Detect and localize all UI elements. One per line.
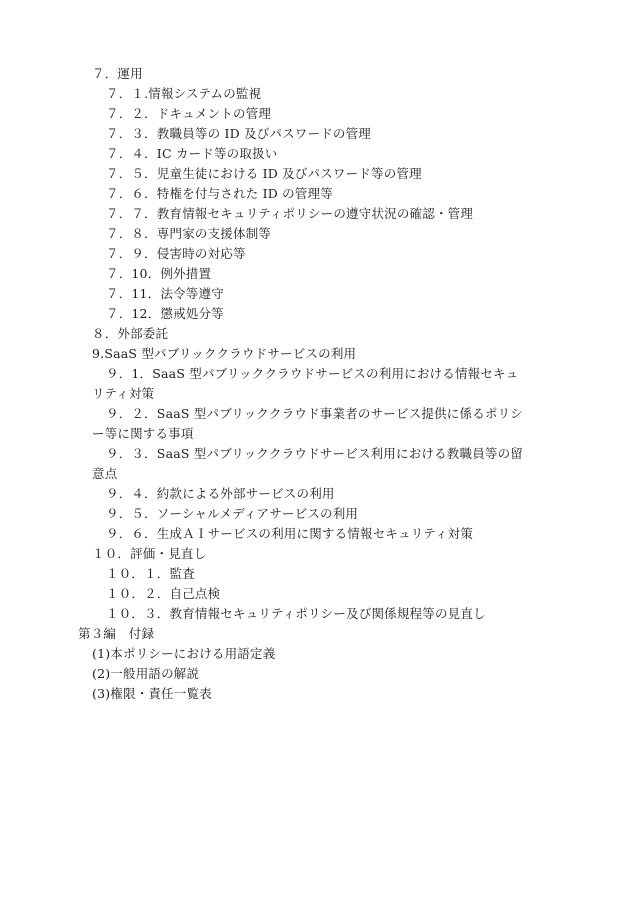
toc-section-7-4: ７．４．IC カード等の取扱い <box>106 146 278 161</box>
toc-section-9-3: ９．３．SaaS 型パブリッククラウドサービス利用における教職員等の留 <box>106 446 524 461</box>
toc-section-10-3: １０．３．教育情報セキュリティポリシー及び関係規程等の見直し <box>106 606 486 621</box>
toc-section-7-2: ７．２．ドキュメントの管理 <box>106 106 272 121</box>
toc-section-7-12: ７．12．懲戒処分等 <box>106 306 224 321</box>
toc-part-3: 第３編 付録 <box>78 626 155 641</box>
toc-section-9-6: ９．６．生成ＡＩサービスの利用に関する情報セキュリティ対策 <box>106 526 474 541</box>
toc-section-7-6: ７．６．特権を付与された ID の管理等 <box>106 186 333 201</box>
toc-section-7-10: ７．10．例外措置 <box>106 266 212 281</box>
toc-chapter-10: １０．評価・見直し <box>92 546 207 561</box>
toc-section-7-9: ７．９．侵害時の対応等 <box>106 246 246 261</box>
toc-section-7-5: ７．５．児童生徒における ID 及びパスワード等の管理 <box>106 166 422 181</box>
toc-section-7-11: ７．11．法令等遵守 <box>106 286 224 301</box>
toc-appendix-1: (1)本ポリシーにおける用語定義 <box>92 646 276 661</box>
toc-section-9-2: ９．２．SaaS 型パブリッククラウド事業者のサービス提供に係るポリシ <box>106 406 524 421</box>
toc-section-9-1: ９．1．SaaS 型パブリッククラウドサービスの利用における情報セキュ <box>106 366 519 381</box>
toc-chapter-9: 9.SaaS 型パブリッククラウドサービスの利用 <box>92 346 357 361</box>
toc-section-7-1: ７．１.情報システムの監視 <box>106 86 262 101</box>
toc-section-7-8: ７．８．専門家の支援体制等 <box>106 226 272 241</box>
toc-section-7-3: ７．３．教職員等の ID 及びパスワードの管理 <box>106 126 372 141</box>
toc-chapter-7: ７．運用 <box>92 66 143 81</box>
toc-section-9-2-cont: ー等に関する事項 <box>92 426 194 441</box>
toc-section-10-1: １０．１．監査 <box>106 566 195 581</box>
toc-section-9-4: ９．４．約款による外部サービスの利用 <box>106 486 335 501</box>
toc-section-7-7: ７．７．教育情報セキュリティポリシーの遵守状況の確認・管理 <box>106 206 474 221</box>
toc-section-9-5: ９．５．ソーシャルメディアサービスの利用 <box>106 506 359 521</box>
toc-appendix-2: (2)一般用語の解説 <box>92 666 200 681</box>
toc-section-9-1-cont: リティ対策 <box>92 386 155 401</box>
toc-appendix-3: (3)権限・責任一覧表 <box>92 686 212 701</box>
toc-chapter-8: ８．外部委託 <box>92 326 169 341</box>
toc-section-9-3-cont: 意点 <box>92 466 118 481</box>
toc-section-10-2: １０．２．自己点検 <box>106 586 221 601</box>
